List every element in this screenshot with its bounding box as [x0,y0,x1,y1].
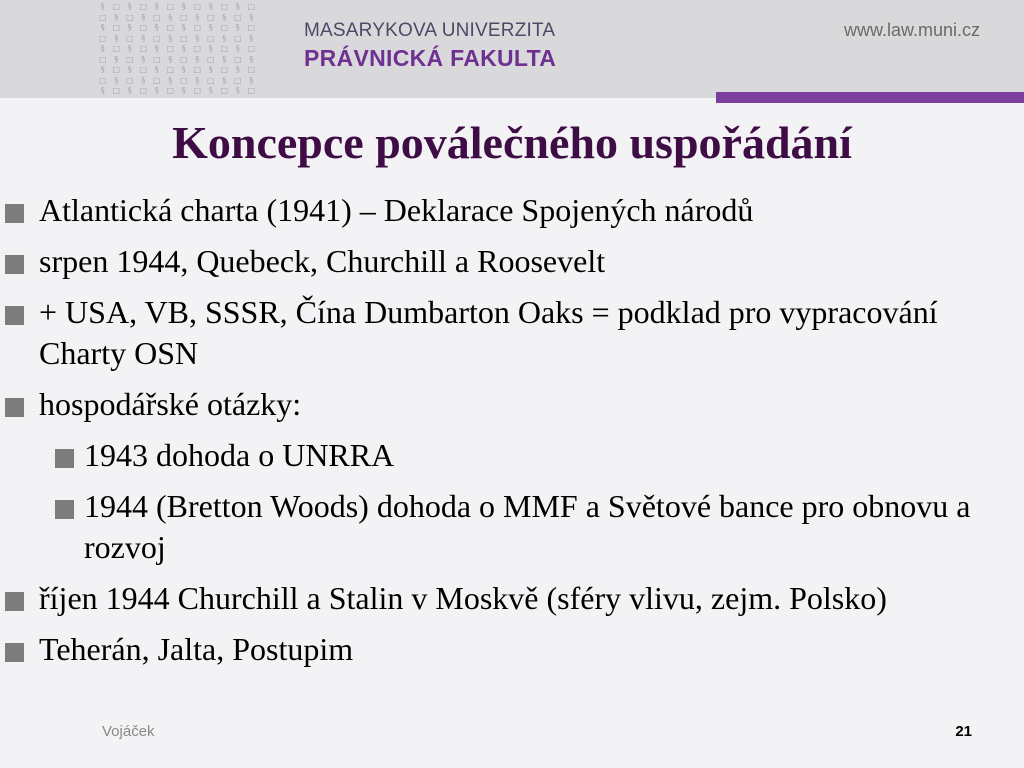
university-name: MASARYKOVA UNIVERZITA [304,20,556,41]
bullet-text: říjen 1944 Churchill a Stalin v Moskvě (sféry vlivu, zejm. Polsko) [39,580,887,616]
bullet-item [0,384,1024,425]
paragraph-pattern-logo: § □ § □ § □ § □ § □ § □ □ § □ § □ § □ § □ § □ § § □ § □ § □ § □ § □ § □ □ § □ § □ § □ § □ § □ § § □ § □ § □ § □ § □ § □ □ § □ § □ § □ § □ § □ § § □ § □ § □ § □ § □ § □ □ § □ § □ § □ § □ § □ § § □ § □ § □ § □ § □ § □ [98,2,256,95]
bullet-text: srpen 1944, Quebeck, Churchill a Roosevelt [39,243,606,279]
bullet-text: + USA, VB, SSSR, Čína Dumbarton Oaks = podklad pro vypracování Charty OSN [39,294,938,371]
bullet-text: Teherán, Jalta, Postupim [39,631,354,667]
faculty-name: PRÁVNICKÁ FAKULTA [304,45,557,71]
bullet-list [0,190,1024,680]
sub-bullet-item [0,486,1024,568]
bullet-text: Atlantická charta (1941) – Deklarace Spojených národů [39,192,754,228]
square-bullet-icon [5,398,24,417]
footer-author: Vojáček [102,723,155,740]
square-bullet-icon [5,643,24,662]
square-bullet-icon [5,255,24,274]
square-bullet-icon [55,500,74,519]
sub-bullet-item [0,435,1024,476]
square-bullet-icon [55,449,74,468]
website-link[interactable]: www.law.muni.cz [843,20,980,40]
bullet-item [0,292,1024,374]
bullet-item [0,190,1024,231]
bullet-text: 1943 dohoda o UNRRA [84,437,395,473]
page-number: 21 [955,723,972,740]
square-bullet-icon [5,204,24,223]
bullet-text: hospodářské otázky: [39,386,302,422]
square-bullet-icon [5,592,24,611]
slide-header [0,0,1024,98]
accent-bar [716,92,1024,103]
bullet-item [0,629,1024,670]
bullet-text: 1944 (Bretton Woods) dohoda o MMF a Světové bance pro obnovu a rozvoj [84,488,971,565]
square-bullet-icon [5,306,24,325]
bullet-item [0,578,1024,619]
slide-title: Koncepce poválečného uspořádání [172,117,852,168]
bullet-item [0,241,1024,282]
